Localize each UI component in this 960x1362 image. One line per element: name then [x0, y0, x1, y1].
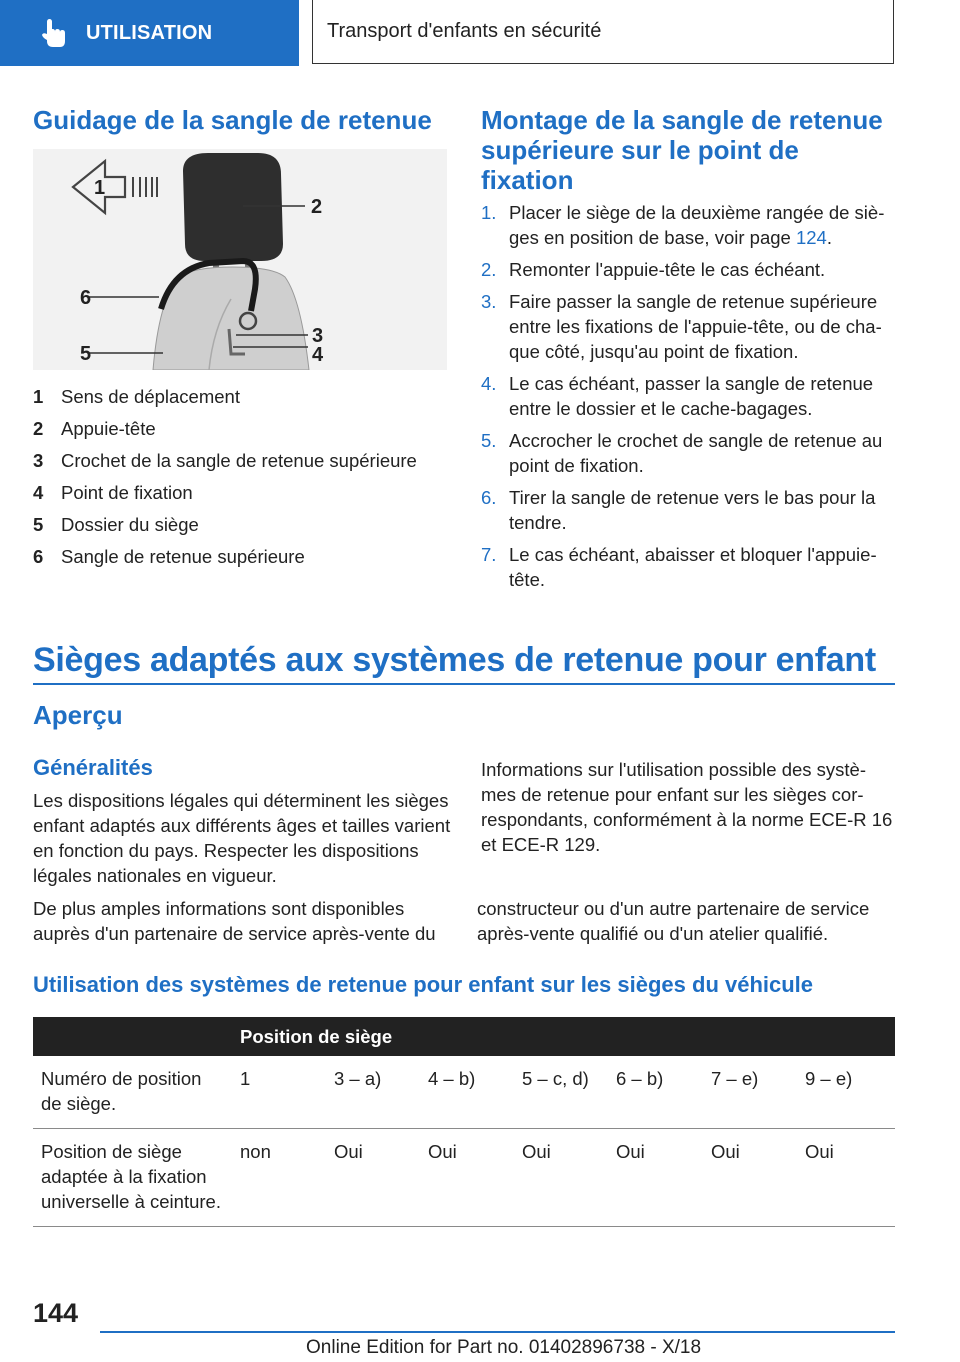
legend-number: 5	[33, 514, 44, 535]
table-header-row	[33, 1017, 895, 1056]
legend-text: Sangle de retenue supérieure	[61, 546, 305, 567]
table-cell: non	[232, 1129, 326, 1227]
step-text: Le cas échéant, abaisser et bloquer l'appuie-tête.	[509, 544, 877, 590]
legend-item	[33, 445, 453, 477]
table-cell: 7 – e)	[703, 1056, 797, 1129]
step-number: 4.	[481, 373, 497, 394]
step-item	[481, 428, 896, 478]
legend-text: Dossier du siège	[61, 514, 199, 535]
table-cell: Oui	[797, 1129, 895, 1227]
figure-label: 1	[94, 177, 106, 199]
seat-position-table	[33, 1017, 895, 1227]
step-number: 5.	[481, 430, 497, 451]
footer-divider	[100, 1331, 895, 1333]
step-text: Faire passer la sangle de retenue supérieure entre les fixations de l'appuie-tête, ou de chaque côté, jusqu'au point de fixation.	[509, 291, 882, 362]
generalites-title: Généralités	[33, 755, 153, 780]
chapter-title: Transport d'enfants en sécurité	[312, 0, 894, 64]
table-cell: 1	[232, 1056, 326, 1129]
hand-pointer-icon	[38, 17, 70, 49]
step-text: Accrocher le crochet de sangle de retenue au point de fixation.	[509, 430, 883, 476]
split-text-column	[33, 896, 893, 950]
legend-text: Crochet de la sangle de retenue supérieure	[61, 450, 417, 471]
montage-title: Montage de la sangle de retenue supérieure sur le point de fixation	[481, 105, 883, 195]
legend-item	[33, 413, 453, 445]
step-item	[481, 371, 896, 421]
section-tab[interactable]	[0, 0, 299, 66]
page-number: 144	[33, 1298, 79, 1328]
table-cell: Oui	[326, 1129, 420, 1227]
row-label: Position de siège adaptée à la fixation universelle à ceinture.	[33, 1129, 232, 1227]
step-number: 3.	[481, 291, 497, 312]
table-cell: 5 – c, d)	[514, 1056, 608, 1129]
legend-item	[33, 509, 453, 541]
section-title: Sièges adaptés aux systèmes de retenue pour enfant	[33, 641, 876, 679]
table-cell: Oui	[703, 1129, 797, 1227]
legend-number: 6	[33, 546, 44, 567]
step-number: 2.	[481, 259, 497, 280]
step-text: Le cas échéant, passer la sangle de retenue entre le dossier et le cache-bagages.	[509, 373, 874, 419]
table-cell: 3 – a)	[326, 1056, 420, 1129]
step-number: 6.	[481, 487, 497, 508]
figure-label: 3	[312, 325, 324, 347]
figure-label: 5	[80, 343, 92, 365]
table-header-cell: Position de siège	[232, 1017, 895, 1056]
figure-label: 4	[312, 344, 324, 366]
figure-legend	[33, 381, 453, 573]
step-text-part: Placer le siège de la deuxième rangée de sièges en position de base, voir page	[509, 202, 885, 248]
table-cell: Oui	[420, 1129, 514, 1227]
utilisation-title: Utilisation des systèmes de retenue pour enfant sur les sièges du véhicule	[33, 972, 814, 997]
table-cell: 4 – b)	[420, 1056, 514, 1129]
legend-text: Appuie-tête	[61, 418, 156, 439]
table-cell: Oui	[608, 1129, 703, 1227]
apercu-title: Aperçu	[33, 700, 123, 730]
step-item	[481, 257, 896, 282]
table-row	[33, 1129, 895, 1227]
headrest-illustration	[33, 149, 447, 370]
paragraph: De plus amples informations sont disponibles auprès d'un partenaire de service après-vente du constructeur ou d'un autre partenaire de service après-vente qualifié ou d'un atelier qualifié.	[33, 898, 870, 944]
table-row	[33, 1056, 895, 1129]
left-text-column	[33, 788, 453, 894]
table-cell: 6 – b)	[608, 1056, 703, 1129]
direction-arrow-icon	[73, 161, 157, 213]
right-text-column	[481, 757, 893, 857]
headrest-figure	[33, 149, 447, 370]
legend-number: 1	[33, 386, 44, 407]
legend-text: Point de fixation	[61, 482, 193, 503]
step-item	[481, 485, 896, 535]
step-item	[481, 200, 896, 250]
table-header-cell	[33, 1017, 232, 1056]
step-text: Remonter l'appuie-tête le cas échéant.	[509, 259, 826, 280]
legend-item	[33, 541, 453, 573]
legend-item	[33, 381, 453, 413]
legend-number: 2	[33, 418, 44, 439]
step-number: 7.	[481, 544, 497, 565]
step-text: Tirer la sangle de retenue vers le bas pour la tendre.	[509, 487, 876, 533]
edition-note: Online Edition for Part no. 01402896738 - X/18	[306, 1337, 702, 1358]
legend-text: Sens de déplacement	[61, 386, 240, 407]
montage-steps	[481, 200, 896, 599]
legend-number: 4	[33, 482, 44, 503]
figure-label: 6	[80, 287, 92, 309]
section-divider	[33, 683, 895, 685]
section-label: UTILISATION	[86, 21, 213, 44]
step-item	[481, 289, 896, 364]
figure-label: 2	[311, 196, 323, 218]
step-text	[509, 200, 896, 250]
guidage-title: Guidage de la sangle de retenue	[33, 105, 432, 135]
table-cell: 9 – e)	[797, 1056, 895, 1129]
legend-number: 3	[33, 450, 44, 471]
table-cell: Oui	[514, 1129, 608, 1227]
step-number: 1.	[481, 202, 497, 223]
paragraph: Les dispositions légales qui déterminent les sièges enfant adaptés aux différents âges et tailles varient en fonction du pays. Respecter les dispositions légales nationales en vigueur.	[33, 790, 451, 886]
step-text-end: .	[826, 227, 832, 248]
page-link[interactable]: 124	[795, 227, 827, 248]
legend-item	[33, 477, 453, 509]
row-label: Numéro de position de siège.	[33, 1056, 232, 1129]
step-item	[481, 542, 896, 592]
paragraph: Informations sur l'utilisation possible des systèmes de retenue pour enfant sur les sièges correspondants, conformément à la norme ECE-R 16 et ECE-R 129.	[481, 759, 893, 855]
